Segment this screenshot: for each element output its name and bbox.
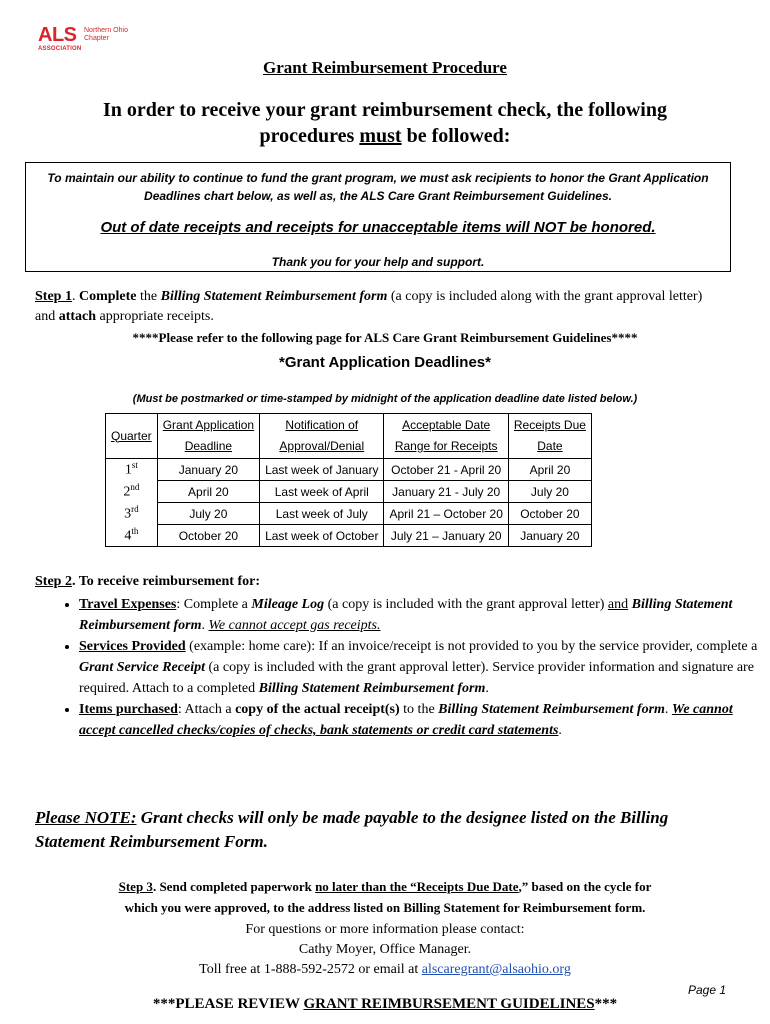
due-cell: October 20	[508, 503, 591, 525]
page-subtitle: In order to receive your grant reimbursement check, the following procedures must be followed:	[103, 99, 667, 147]
quarter-cell: 4th	[106, 525, 158, 547]
email-link[interactable]: alscaregrant@alsaohio.org	[421, 962, 571, 977]
step-2-heading: Step 2. To receive reimbursement for:	[35, 574, 260, 589]
deadline-cell: October 20	[157, 525, 259, 547]
notice-thanks: Thank you for your help and support.	[271, 255, 485, 269]
notice-warning: Out of date receipts and receipts for unacceptable items will NOT be honored.	[100, 219, 656, 236]
due-cell: January 20	[508, 525, 591, 547]
header-deadline: Grant Application Deadline	[157, 414, 259, 459]
contact-info: For questions or more information please contact: Cathy Moyer, Office Manager. Toll free at 1-888-592-2572 or email at alscaregrant@alsaohio.org	[199, 922, 571, 977]
step-3: Step 3. Send completed paperwork no later than the “Receipts Due Date,” based on the cycle for which you were approved, to the address listed on Billing Statement for Reimbursement form.	[118, 879, 652, 915]
due-cell: April 20	[508, 459, 591, 481]
header-due: Receipts Due Date	[508, 414, 591, 459]
range-cell: April 21 – October 20	[384, 503, 508, 525]
header-quarter: Quarter	[106, 414, 158, 459]
quarter-cell: 2nd	[106, 481, 158, 503]
deadline-cell: January 20	[157, 459, 259, 481]
range-cell: October 21 - April 20	[384, 459, 508, 481]
header-notification: Notification of Approval/Denial	[260, 414, 384, 459]
refer-guidelines-text: ****Please refer to the following page for ALS Care Grant Reimbursement Guidelines****	[132, 330, 638, 345]
table-row	[106, 525, 592, 547]
notice-intro: To maintain our ability to continue to fund the grant program, we must ask recipients to honor the Grant Application Deadlines chart below, as well as, the ALS Care Grant Reimbursement Guidelines.	[47, 171, 709, 203]
reimbursement-list	[55, 594, 759, 741]
notification-cell: Last week of April	[260, 481, 384, 503]
notification-cell: Last week of January	[260, 459, 384, 481]
deadlines-table	[105, 413, 592, 547]
please-note: Please NOTE: Grant checks will only be made payable to the designee listed on the Billing Statement Reimbursement Form.	[35, 808, 669, 851]
notice-box	[25, 162, 731, 272]
page-title: Grant Reimbursement Procedure	[263, 58, 507, 77]
notification-cell: Last week of October	[260, 525, 384, 547]
quarter-cell: 3rd	[106, 503, 158, 525]
deadline-cell: July 20	[157, 503, 259, 525]
range-cell: January 21 - July 20	[384, 481, 508, 503]
range-cell: July 21 – January 20	[384, 525, 508, 547]
table-header-row	[106, 414, 592, 459]
due-cell: July 20	[508, 481, 591, 503]
step-1: Step 1. Complete the Billing Statement Reimbursement form (a copy is included along with the grant approval letter) and attach appropriate receipts.	[35, 289, 703, 324]
table-row	[106, 459, 592, 481]
table-row	[106, 481, 592, 503]
list-item-services: • Services Provided (example: home care): If an invoice/receipt is not provided to you by the service provider, complete a Grant Service Receipt (a copy is included with the grant approval letter). Service provider information and signature are required. Attach to a completed Billing Statement Reimbursement form.	[79, 636, 759, 699]
list-item-items: • Items purchased: Attach a copy of the actual receipt(s) to the Billing Statement Reimbursement form. We cannot accept cancelled checks/copies of checks, bank statements or credit card statements.	[79, 699, 759, 741]
logo-association: ASSOCIATION	[38, 46, 82, 52]
review-guidelines: ***PLEASE REVIEW GRANT REIMBURSEMENT GUIDELINES***	[152, 996, 618, 1012]
header-range: Acceptable Date Range for Receipts	[384, 414, 508, 459]
page-number: Page 1	[688, 983, 727, 997]
deadlines-heading: *Grant Application Deadlines*	[279, 354, 491, 371]
list-item-travel: • Travel Expenses: Complete a Mileage Log (a copy is included with the grant approval letter) and Billing Statement Reimbursement form. We cannot accept gas receipts.	[79, 594, 759, 636]
table-row	[106, 503, 592, 525]
notification-cell: Last week of July	[260, 503, 384, 525]
logo-chapter: Northern Ohio Chapter	[84, 27, 128, 42]
logo-brand: ALS	[38, 24, 77, 46]
deadlines-note: (Must be postmarked or time-stamped by midnight of the application deadline date listed below.)	[132, 393, 638, 405]
quarter-cell: 1st	[106, 459, 158, 481]
als-logo	[38, 24, 128, 52]
deadline-cell: April 20	[157, 481, 259, 503]
